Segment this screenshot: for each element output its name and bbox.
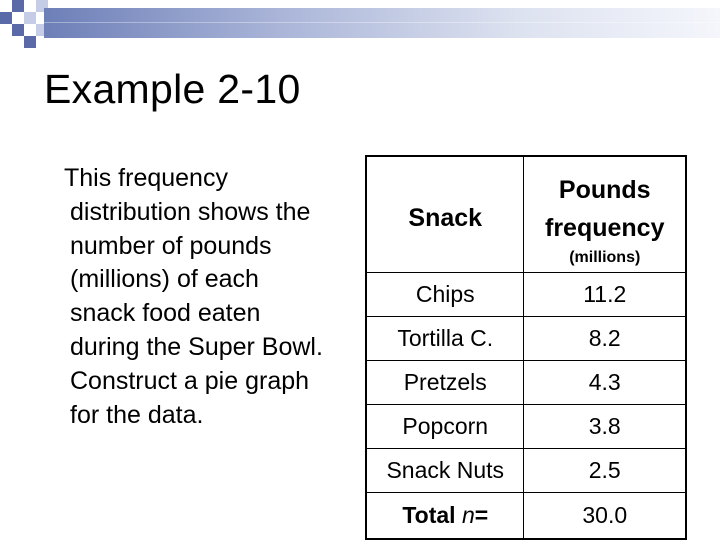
snack-cell: Popcorn xyxy=(366,405,524,449)
frequency-table xyxy=(365,155,687,540)
body-line: during the Super Bowl. xyxy=(70,332,323,361)
slide-title: Example 2-10 xyxy=(44,66,301,112)
checker-square xyxy=(12,24,24,36)
pounds-cell: 3.8 xyxy=(524,405,686,449)
checker-square xyxy=(12,0,24,12)
table-total-row xyxy=(366,493,686,540)
slide-body-text xyxy=(62,162,362,432)
checker-square xyxy=(0,12,12,24)
table-row xyxy=(366,361,686,405)
body-line: distribution shows the xyxy=(70,197,311,226)
body-line: for the data. xyxy=(70,400,204,429)
table-row xyxy=(366,449,686,493)
body-line: number of pounds xyxy=(70,231,272,260)
header-snack: Snack xyxy=(366,156,524,273)
pounds-cell: 8.2 xyxy=(524,317,686,361)
header-pounds-line1: Pounds xyxy=(558,175,651,204)
snack-cell: Pretzels xyxy=(366,361,524,405)
table-row xyxy=(366,405,686,449)
body-line: (millions) of each xyxy=(70,265,259,294)
checker-square xyxy=(24,36,36,48)
total-equals: = xyxy=(474,502,489,528)
total-value: 30.0 xyxy=(524,493,686,540)
pounds-cell: 11.2 xyxy=(524,273,686,317)
total-label-text: Total xyxy=(402,502,462,528)
table-header-row xyxy=(366,156,686,273)
total-label xyxy=(366,493,524,540)
pounds-cell: 2.5 xyxy=(524,449,686,493)
body-line: snack food eaten xyxy=(70,299,261,328)
header-pounds xyxy=(524,156,686,273)
decorative-header-bar xyxy=(44,8,720,38)
header-pounds-line2: frequency xyxy=(545,213,665,242)
pounds-cell: 4.3 xyxy=(524,361,686,405)
body-line: This frequency xyxy=(64,164,228,192)
snack-cell: Chips xyxy=(366,273,524,317)
table-row xyxy=(366,317,686,361)
snack-cell: Tortilla C. xyxy=(366,317,524,361)
checker-square xyxy=(24,12,36,24)
total-variable: n xyxy=(461,502,475,528)
snack-cell: Snack Nuts xyxy=(366,449,524,493)
body-line: Construct a pie graph xyxy=(70,366,310,395)
header-pounds-unit: (millions) xyxy=(569,248,641,266)
table-row xyxy=(366,273,686,317)
